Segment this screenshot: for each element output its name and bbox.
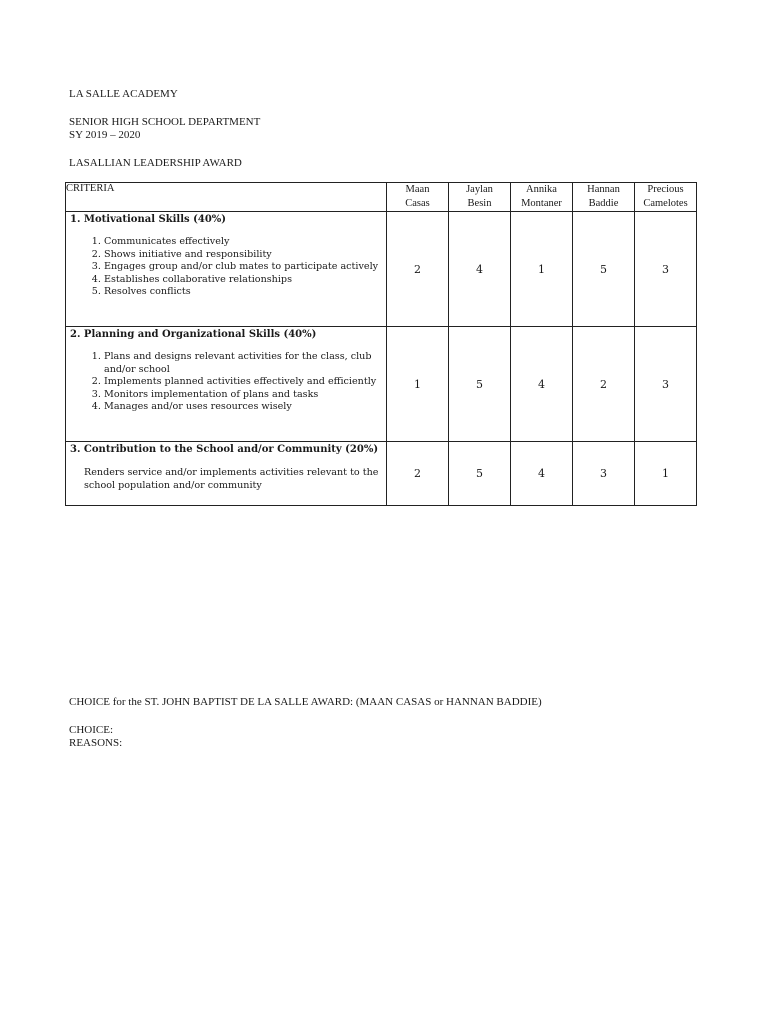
table-row	[66, 327, 697, 442]
criteria-header: CRITERIA	[66, 183, 387, 212]
criteria-item: 2. Implements planned activities effectively and efficiently	[104, 376, 386, 389]
department-name: SENIOR HIGH SCHOOL DEPARTMENT	[69, 116, 261, 128]
criteria-cell	[66, 212, 387, 327]
table-row	[66, 212, 697, 327]
candidate-header	[511, 183, 573, 212]
candidate-first-name: Precious	[647, 184, 684, 195]
candidate-last-name: Baddie	[588, 198, 619, 209]
candidate-last-name: Casas	[405, 198, 430, 209]
score-cell: 3	[635, 327, 697, 442]
criteria-description: Renders service and/or implements activities relevant to the school population and/or community	[84, 467, 379, 491]
candidate-first-name: Maan	[405, 184, 430, 195]
award-title: LASALLIAN LEADERSHIP AWARD	[69, 157, 242, 169]
criteria-list	[66, 236, 386, 299]
school-name: LA SALLE ACADEMY	[69, 88, 178, 100]
candidate-header	[387, 183, 449, 212]
score-cell: 4	[511, 327, 573, 442]
award-choice-prompt: CHOICE for the ST. JOHN BAPTIST DE LA SALLE AWARD: (MAAN CASAS or HANNAN BADDIE)	[69, 696, 542, 708]
candidate-last-name: Montaner	[521, 198, 562, 209]
criteria-item: 1. Communicates effectively	[104, 236, 386, 249]
category-title: 3. Contribution to the School and/or Community (20%)	[70, 444, 379, 455]
score-cell: 5	[449, 327, 511, 442]
criteria-cell	[66, 442, 387, 506]
criteria-item: 5. Resolves conflicts	[104, 286, 386, 299]
table-header-row	[66, 183, 697, 212]
criteria-table	[65, 182, 697, 506]
criteria-item: 1. Plans and designs relevant activities for the class, club and/or school	[104, 351, 386, 376]
score-cell: 1	[635, 442, 697, 506]
table-row	[66, 442, 697, 506]
candidate-last-name: Besin	[467, 198, 492, 209]
score-cell: 3	[635, 212, 697, 327]
candidate-header	[635, 183, 697, 212]
category-title: 2. Planning and Organizational Skills (40%)	[70, 329, 317, 340]
score-cell: 5	[573, 212, 635, 327]
criteria-list	[66, 351, 386, 414]
candidate-last-name: Camelotes	[643, 198, 688, 209]
candidate-first-name: Hannan	[587, 184, 620, 195]
score-cell: 4	[449, 212, 511, 327]
school-year: SY 2019 – 2020	[69, 129, 141, 141]
choice-label: CHOICE:	[69, 724, 113, 736]
criteria-item: 2. Shows initiative and responsibility	[104, 249, 386, 262]
criteria-item: 3. Engages group and/or club mates to participate actively	[104, 261, 386, 274]
score-cell: 3	[573, 442, 635, 506]
candidate-first-name: Annika	[526, 184, 557, 195]
score-cell: 2	[387, 212, 449, 327]
criteria-item: 3. Monitors implementation of plans and tasks	[104, 389, 386, 402]
criteria-cell	[66, 327, 387, 442]
criteria-item: 4. Manages and/or uses resources wisely	[104, 401, 386, 414]
candidate-first-name: Jaylan	[466, 184, 493, 195]
score-cell: 2	[573, 327, 635, 442]
score-cell: 4	[511, 442, 573, 506]
score-cell: 1	[511, 212, 573, 327]
candidate-header	[573, 183, 635, 212]
category-title: 1. Motivational Skills (40%)	[70, 214, 227, 225]
criteria-item: 4. Establishes collaborative relationships	[104, 274, 386, 287]
reasons-label: REASONS:	[69, 737, 123, 749]
candidate-header	[449, 183, 511, 212]
score-cell: 5	[449, 442, 511, 506]
score-cell: 1	[387, 327, 449, 442]
score-cell: 2	[387, 442, 449, 506]
